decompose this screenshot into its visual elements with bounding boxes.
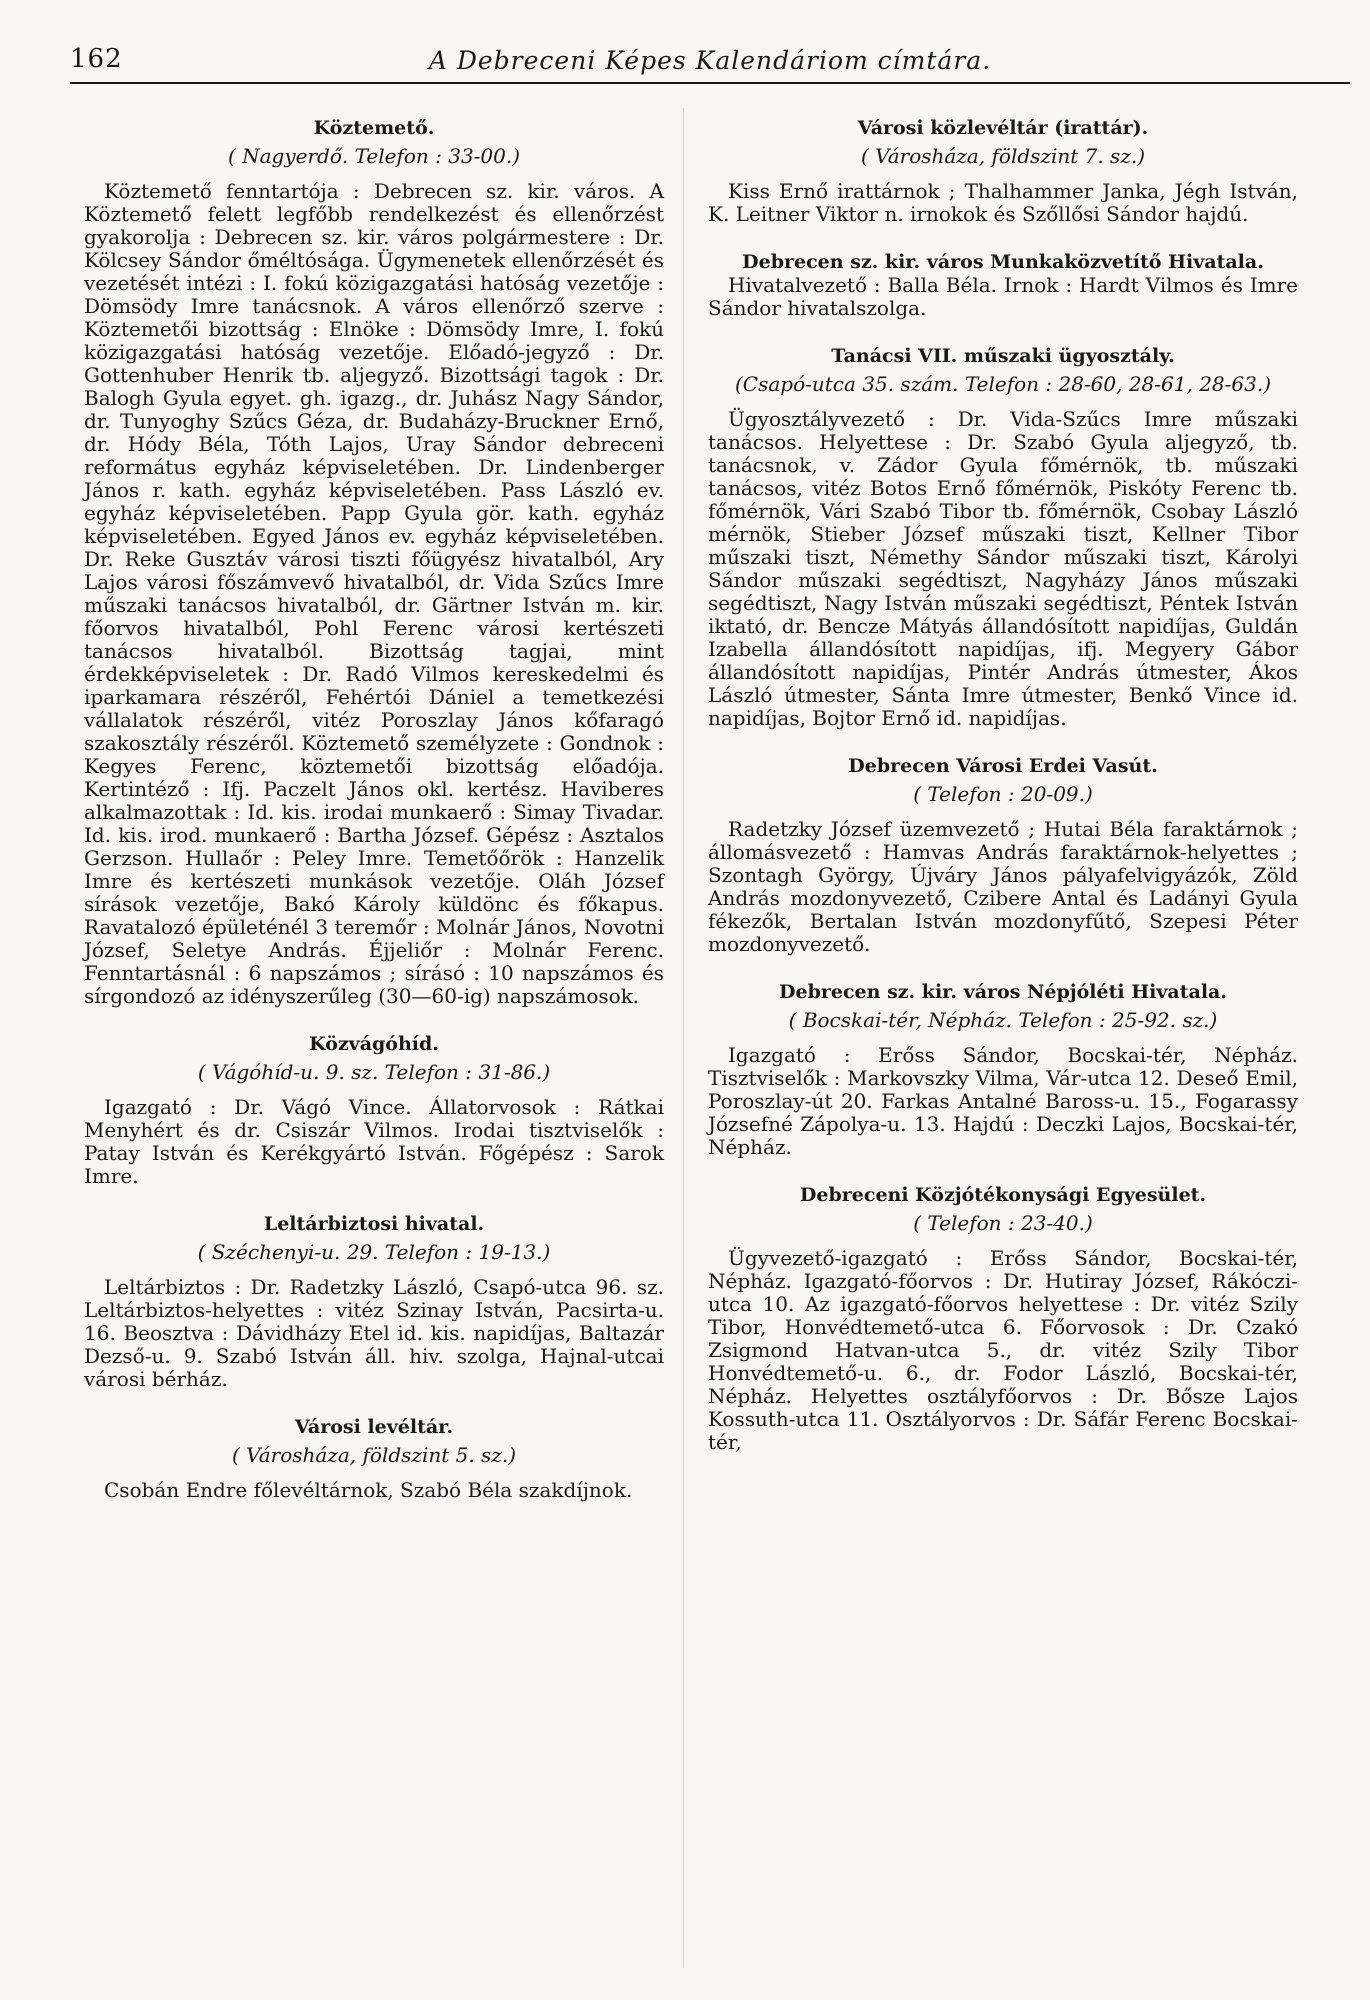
section-title: Debrecen sz. kir. város Munkaközvetítő Hivatala. — [742, 251, 1264, 273]
section-leltarbiztosi-hivatal — [84, 1212, 664, 1391]
section-body: Igazgató : Erőss Sándor, Bocskai-tér, Népház. Tisztviselők : Markovszky Vilma, Vár-utca 12. Deseő Emil, Poroszlay-út 20. Farkas Antalné Baross-u. 15., Fogarassy Józsefné Zápolya-u. 13. Hajdú : Deczki Lajos, Bocskai-tér, Népház. — [708, 1043, 1298, 1159]
column-divider — [683, 108, 684, 1968]
section-body: Kiss Ernő irattárnok ; Thalhammer Janka, Jégh István, K. Leitner Viktor n. irnokok és Szőllősi Sándor hajdú. — [708, 179, 1298, 226]
section-koztemeto — [84, 116, 664, 1008]
section-varosi-kozleveltar — [708, 116, 1298, 226]
section-body: Hivatalvezető : Balla Béla. Irnok : Hardt Vilmos és Imre Sándor hivatalszolga. — [708, 273, 1298, 320]
running-title: A Debreceni Képes Kalendáriom címtára. — [428, 46, 992, 75]
section-body: Ügyvezető-igazgató : Erőss Sándor, Bocskai-tér, Népház. Igazgató-főorvos : Dr. Hutiray József, Rákóczi-utca 10. Az igazgató-főorvos helyettese : Dr. vitéz Szily Tibor, Honvédtemető-utca 6. Főorvosok : Dr. Czakó Zsigmond Hatvan-utca 5., dr. vitéz Szily Tibor Honvédtemető-u. 6., dr. Fodor László, Bocskai-tér, Népház. Helyettes osztályfőorvos : Dr. Bősze Lajos Kossuth-utca 11. Osztályorvos : Dr. Sáfár Ferenc Bocskai-tér, — [708, 1246, 1298, 1454]
section-title: Városi levéltár. — [294, 1416, 454, 1438]
right-column — [708, 116, 1298, 1478]
section-subtitle: ( Vágóhíd-u. 9. sz. Telefon : 31-86.) — [197, 1060, 551, 1084]
section-title: Városi közlevéltár (irattár). — [857, 117, 1149, 139]
section-kozjotekonysagi-egyesulet — [708, 1183, 1298, 1454]
section-subtitle: (Csapó-utca 35. szám. Telefon : 28-60, 28-61, 28-63.) — [734, 372, 1272, 396]
section-title: Köztemető. — [313, 117, 435, 139]
section-nepjoleti-hivatal — [708, 980, 1298, 1159]
section-title: Közvágóhíd. — [309, 1033, 439, 1055]
section-varosi-leveltar — [84, 1415, 664, 1502]
section-title: Debrecen Városi Erdei Vasút. — [848, 755, 1158, 777]
section-body: Radetzky József üzemvezető ; Hutai Béla faraktárnok ; állomásvezető : Hamvas András faraktárnok-helyettes ; Szontagh György, Újváry János pályafelvigyázók, Zöld András mozdonyvezető, Czibere Antal és Ladányi Gyula fékezők, Bertalan István mozdonyfűtő, Szepesi Péter mozdonyvezető. — [708, 817, 1298, 956]
section-muszaki-ugyosztaly — [708, 344, 1298, 730]
page-header — [70, 44, 1350, 84]
section-title: Leltárbiztosi hivatal. — [263, 1213, 485, 1235]
header-rule — [70, 82, 1350, 84]
section-body: Köztemető fenntartója : Debrecen sz. kir. város. A Köztemető felett legfőbb rendelkezést és ellenőrzést gyakorolja : Debrecen sz. kir. város polgármestere : Dr. Kölcsey Sándor őméltósága. Ügymenetek ellenőrzését és vezetését intézi : I. fokú közigazgatási hatóság vezetője : Dömsödy Imre tanácsnok. A város ellenőrző szerve : Köztemetői bizottság : Elnöke : Dömsödy Imre, I. fokú közigazgatási hatóság vezetője. Előadó-jegyző : Dr. Gottenhuber Henrik tb. aljegyző. Bizottsági tagok : Dr. Balogh Gyula egyet. gh. igazg., dr. Juhász Nagy Sándor, dr. Tunyoghy Szűcs Géza, dr. Budaházy-Bruckner Ernő, dr. Hódy Béla, Tóth Lajos, Uray Sándor debreceni református egyház képviseletében. Dr. Lindenberger János r. kath. egyház képviseletében. Pass László ev. egyház képviseletében. Papp Gyula gör. kath. egyház képviseletében. Egyed János ev. egyház képviseletében. Dr. Reke Gusztáv városi tiszti főügyész hivatalból, Ary Lajos városi főszámvevő hivatalból, dr. Vida Szűcs Imre műszaki tanácsos hivatalból, dr. Gärtner István m. kir. főorvos hivatalból, Pohl Ferenc városi kertészeti tanácsos hivatalból. Bizottság tagjai, mint érdekképviseletek : Dr. Radó Vilmos kereskedelmi és iparkamara részéről, Fehértói Dániel a temetkezési vállalatok részéről, vitéz Poroszlay János kőfaragó szakosztály részéről. Köztemető személyzete : Gondnok : Kegyes Ferenc, köztemetői bizottság előadója. Kertintéző : Ifj. Paczelt János okl. kertész. Haviberes alkalmazottak : Id. kis. irodai munkaerő : Simay Tivadar. Id. kis. irod. munkaerő : Bartha József. Gépész : Asztalos Gerzson. Hullaőr : Peley Imre. Temetőőrök : Hanzelik Imre és kertészeti munkások vezetője. Oláh József sírások vezetője, Bakó Károly küldönc és főkapus. Ravatalozó épületénél 3 teremőr : Molnár János, Novotni József, Seletye András. Éjjeliőr : Molnár Ferenc. Fenntartásnál : 6 napszámos ; sírásó : 10 napszámos és sírgondozó az idényszerűleg (30—60-ig) napszámosok. — [84, 179, 664, 1008]
section-subtitle: ( Telefon : 20-09.) — [913, 782, 1093, 806]
section-subtitle: ( Városháza, földszint 5. sz.) — [231, 1443, 517, 1467]
section-subtitle: ( Telefon : 23-40.) — [913, 1211, 1093, 1235]
page-number: 162 — [70, 44, 123, 74]
section-erdei-vasut — [708, 754, 1298, 956]
section-title: Tanácsi VII. műszaki ügyosztály. — [831, 345, 1175, 367]
section-title: Debreceni Közjótékonysági Egyesület. — [799, 1184, 1207, 1206]
left-column — [84, 116, 664, 1526]
section-body: Leltárbiztos : Dr. Radetzky László, Csapó-utca 96. sz. Leltárbiztos-helyettes : vitéz Szinay István, Pacsirta-u. 16. Beosztva : Dávidházy Etel id. kis. napidíjas, Baltazár Dezső-u. 9. Szabó István áll. hiv. szolga, Hajnal-utcai városi bérház. — [84, 1275, 664, 1391]
section-title: Debrecen sz. kir. város Népjóléti Hivatala. — [779, 981, 1227, 1003]
section-kozvagohid — [84, 1032, 664, 1188]
section-subtitle: ( Bocskai-tér, Népház. Telefon : 25-92. sz.) — [788, 1008, 1218, 1032]
section-subtitle: ( Széchenyi-u. 29. Telefon : 19-13.) — [197, 1240, 551, 1264]
section-body: Csobán Endre főlevéltárnok, Szabó Béla szakdíjnok. — [104, 1478, 633, 1502]
section-subtitle: ( Városháza, földszint 7. sz.) — [860, 144, 1146, 168]
section-munkakozvetito-hivatal — [708, 250, 1298, 320]
section-subtitle: ( Nagyerdő. Telefon : 33-00.) — [227, 144, 521, 168]
section-body: Ügyosztályvezető : Dr. Vida-Szűcs Imre műszaki tanácsos. Helyettese : Dr. Szabó Gyula aljegyző, tb. tanácsnok, v. Zádor Gyula főmérnök, tb. műszaki tanácsos, vitéz Botos Ernő főmérnök, Piskóty Ferenc tb. főmérnök, Vári Szabó Tibor tb. főmérnök, Csobay László mérnök, Stieber József műszaki tiszt, Kellner Tibor műszaki tiszt, Némethy Sándor műszaki tiszt, Károlyi Sándor műszaki segédtiszt, Nagyházy János műszaki segédtiszt, Nagy István műszaki segédtiszt, Péntek István iktató, dr. Bencze Mátyás állandósított napidíjas, Guldán Izabella állandósított napidíjas, ifj. Megyery Gábor állandósított napidíjas, Pintér András útmester, Ákos László útmester, Sánta Imre útmester, Benkő Vince id. napidíjas, Bojtor Ernő id. napidíjas. — [708, 407, 1298, 730]
section-body: Igazgató : Dr. Vágó Vince. Állatorvosok : Rátkai Menyhért és dr. Csiszár Vilmos. Irodai tisztviselők : Patay István és Kerékgyártó István. Főgépész : Sarok Imre. — [84, 1095, 664, 1188]
